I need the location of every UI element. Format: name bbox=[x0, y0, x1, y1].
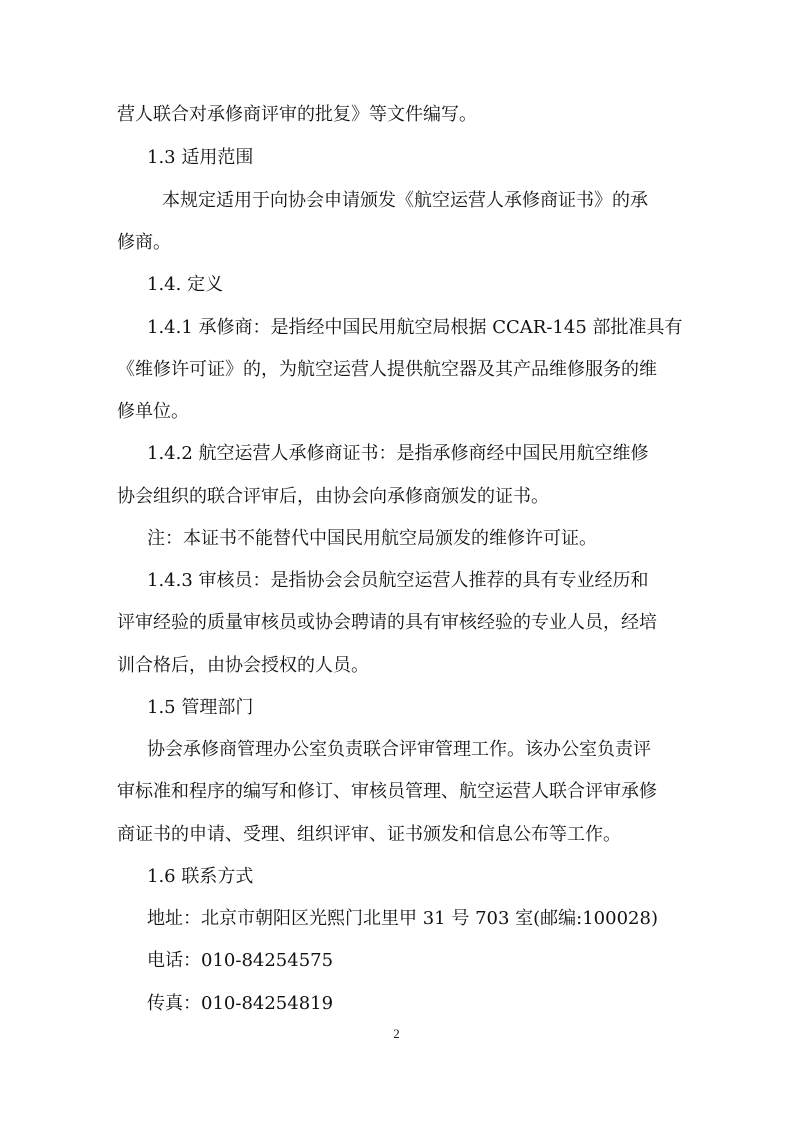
definition-line: 1.4.1 承修商：是指经中国民用航空局根据 CCAR-145 部批准具有 bbox=[147, 317, 683, 338]
paragraph-line: 营人联合对承修商评审的批复》等文件编写。 bbox=[117, 104, 477, 125]
paragraph-line: 修商。 bbox=[117, 232, 171, 253]
paragraph-line: 审标准和程序的编写和修订、审核员管理、航空运营人联合评审承修 bbox=[117, 781, 657, 802]
paragraph-line: 协会组织的联合评审后，由协会向承修商颁发的证书。 bbox=[117, 486, 549, 507]
section-heading-1-6: 1.6 联系方式 bbox=[147, 866, 254, 887]
section-heading-1-5: 1.5 管理部门 bbox=[147, 697, 254, 718]
paragraph-line: 本规定适用于向协会申请颁发《航空运营人承修商证书》的承 bbox=[162, 190, 648, 211]
section-heading-1-3: 1.3 适用范围 bbox=[147, 147, 254, 168]
paragraph-line: 商证书的申请、受理、组织评审、证书颁发和信息公布等工作。 bbox=[117, 824, 621, 845]
contact-fax: 传真：010-84254819 bbox=[147, 993, 334, 1014]
section-heading-1-4: 1.4. 定义 bbox=[147, 274, 224, 295]
paragraph-line: 协会承修商管理办公室负责联合评审管理工作。该办公室负责评 bbox=[147, 739, 651, 760]
paragraph-line: 《维修许可证》的，为航空运营人提供航空器及其产品维修服务的维 bbox=[117, 359, 657, 380]
definition-line: 1.4.3 审核员：是指协会会员航空运营人推荐的具有专业经历和 bbox=[147, 570, 649, 591]
page-number: 2 bbox=[393, 1026, 400, 1041]
note-line: 注：本证书不能替代中国民用航空局颁发的维修许可证。 bbox=[147, 528, 597, 549]
definition-line: 1.4.2 航空运营人承修商证书：是指承修商经中国民用航空维修 bbox=[147, 443, 649, 464]
paragraph-line: 修单位。 bbox=[117, 401, 189, 422]
contact-address: 地址：北京市朝阳区光熙门北里甲 31 号 703 室(邮编:100028) bbox=[147, 908, 658, 929]
contact-phone: 电话：010-84254575 bbox=[147, 950, 334, 971]
paragraph-line: 评审经验的质量审核员或协会聘请的具有审核经验的专业人员，经培 bbox=[117, 612, 657, 633]
paragraph-line: 训合格后，由协会授权的人员。 bbox=[117, 655, 369, 676]
